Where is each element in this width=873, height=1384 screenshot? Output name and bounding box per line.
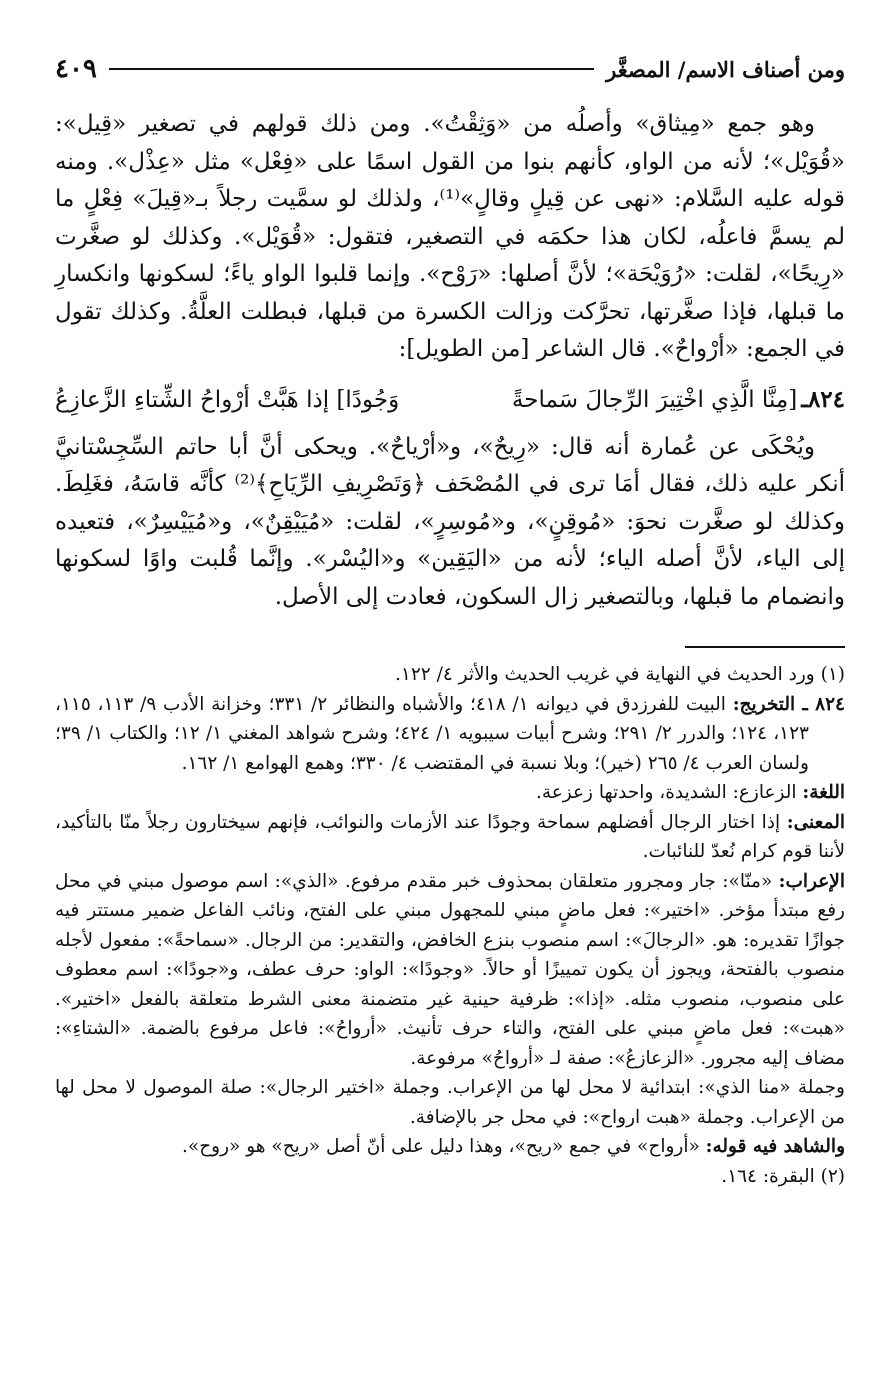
- verse-right-text: [مِنَّا الَّذِي اخْتِيرَ الرِّجالَ سَماحةً: [511, 386, 798, 413]
- footnote-jumla: وجملة «منا الذي»: ابتدائية لا محل لها من الإعراب. وجملة «اختير الرجال»: صلة الموصول لا محل لها من الإعراب. وجملة «هبت ارواح»: في محل جر بالإضافة.: [55, 1077, 845, 1128]
- takhrij-label: ٨٢٤ ـ التخريج:: [732, 693, 845, 715]
- footnote-separator: [685, 646, 845, 648]
- verse-number: ٨٢٤ـ: [801, 385, 845, 413]
- book-page: [55, 40, 845, 1191]
- irab-label: الإعراب:: [778, 870, 845, 892]
- maana-text: إذا اختار الرجال أفضلهم سماحة وجودًا عند الأزمات والنوائب، فإنهم سيختارون رجلاً منّا بالتأكيد، لأننا قوم كرام نُعدّ للنائبات.: [55, 811, 845, 862]
- irab-text: «منّا»: جار ومجرور متعلقان بمحذوف خبر مقدم مرفوع. «الذي»: اسم موصول مبني في محل رفع مبتدأ مؤخر. «اختير»: فعل ماضٍ مبني للمجهول مبني على الفتح، ونائب الفاعل ضمير مستتر فيه جوازًا تقديره: هو. «الرجالَ»: اسم منصوب بنزع الخافض، والتقدير: من الرجال. «سماحةً»: مفعول لأجله منصوب بالفتحة، ويجوز أن يكون تمييزًا أو حالاً. «وجودًا»: الواو: حرف عطف، و«جودًا»: اسم معطوف على منصوب، منصوب مثله. «إذا»: ظرفية حينية غير متضمنة معنى الشرط متعلقة بالفعل «اختير». «هبت»: فعل ماضٍ مبني على الفتح، والتاء حرف تأنيث. «أرواحُ»: فاعل مرفوع بالضمة. «الشتاءِ»: مضاف إليه مجرور. «الزعازعُ»: صفة لـ «أرواحُ» مرفوعة.: [55, 870, 845, 1069]
- verse-right-hemistich: [512, 379, 845, 421]
- footnotes: [55, 660, 845, 1191]
- running-header: [55, 40, 845, 98]
- chapter-title: ومن أصناف الاسم/ المصغَّر: [606, 56, 845, 82]
- footnote-shahid: [55, 1132, 845, 1162]
- page-number: ٤٠٩: [55, 54, 97, 84]
- footnote-takhrij: [55, 690, 845, 779]
- maana-label: المعنى:: [786, 811, 845, 833]
- lugha-label: اللغة:: [802, 782, 845, 803]
- footnote-lugha: [55, 778, 845, 808]
- takhrij-text: البيت للفرزدق في ديوانه ١/ ٤١٨؛ والأشباه والنظائر ٢/ ٣٣١؛ وخزانة الأدب ٩/ ١١٣، ١١٥، ١٢٣، ١٢٤؛ والدرر ٢/ ٢٩١؛ وشرح أبيات سيبويه ١/ ٤٢٤؛ وشرح شواهد المغني ١/ ١٢؛ والكتاب ١/ ٣٩؛ ولسان العرب ٤/ ٢٦٥ (خير)؛ وبلا نسبة في المقتضب ٤/ ٣٣٠؛ وهمع الهوامع ١/ ١٦٢.: [55, 693, 809, 774]
- poetry-verse: [55, 379, 845, 421]
- verse-left-hemistich: وَجُودًا] إذا هَبَّتْ أرْواحُ الشِّتاءِ الزَّعازِعُ: [55, 386, 400, 413]
- footnote-irab: [55, 867, 845, 1074]
- footnote-2: (٢) البقرة: ١٦٤.: [721, 1165, 845, 1187]
- main-text: [55, 106, 845, 616]
- body-paragraph-2: ويُحْكَى عن عُمارة أنه قال: «رِيحٌ»، و«أرْياحٌ». ويحكى أنَّ أبا حاتم السِّجِسْتانيَّ أنكر عليه ذلك، فقال أمَا ترى في المُصْحَف ﴿وَتَصْرِيفِ الرِّيَاحِ﴾⁽²⁾ كأنَّه قاسَهُ، فغَلِطَ. وكذلك لو صغَّرت نحوَ: «مُوقِنٍ»، و«مُوسِرٍ»، لقلت: «مُيَيْقِنٌ»، و«مُيَيْسِرٌ»، فتعيده إلى الياء، لأنَّ أصله الياء؛ لأنه من «اليَقِين» و«اليُسْر». وإنَّما قُلبت واوًا لسكونها وانضمام ما قبلها، وبالتصغير زال السكون، فعادت إلى الأصل.: [55, 433, 845, 610]
- body-paragraph-1: وهو جمع «مِيثاق» وأصلُه من «وَثِقْتُ». ومن ذلك قولهم في تصغير «قِيل»: «قُوَيْل»؛ لأنه من الواو، كأنهم بنوا من القول اسمًا على «فِعْل» مثل «عِذْل». ومنه قوله عليه السَّلام: «نهى عن قِيلٍ وقالٍ»⁽¹⁾، ولذلك لو سمَّيت رجلاً بـ«قِيلَ» فِعْلٍ ما لم يسمَّ فاعلُه، لكان هذا حكمَه في التصغير، فتقول: «قُوَيْل». وكذلك لو صغَّرت «رِيحًا»، لقلت: «رُوَيْحَة»؛ لأنَّ أصلها: «رَوْح». وإنما قلبوا الواو ياءً؛ لسكونها وانكسارِ ما قبلها، فإذا صغَّرتها، تحرَّكت وزالت الكسرة من قبلها، فبطلت العلَّةُ. وكذلك تقول في الجمع: «أرْواحٌ». قال الشاعر [من الطويل]:: [55, 111, 845, 362]
- footnote-maana: [55, 808, 845, 867]
- footnote-1: (١) ورد الحديث في النهاية في غريب الحديث والأثر ٤/ ١٢٢.: [395, 664, 845, 685]
- shahid-label: والشاهد فيه قوله:: [705, 1136, 845, 1157]
- header-rule: [109, 68, 594, 70]
- lugha-text: الزعازع: الشديدة، واحدتها زعزعة.: [535, 782, 797, 803]
- shahid-text: «أرواح» في جمع «ريح»، وهذا دليل على أنّ أصل «ريح» هو «روح».: [182, 1136, 700, 1157]
